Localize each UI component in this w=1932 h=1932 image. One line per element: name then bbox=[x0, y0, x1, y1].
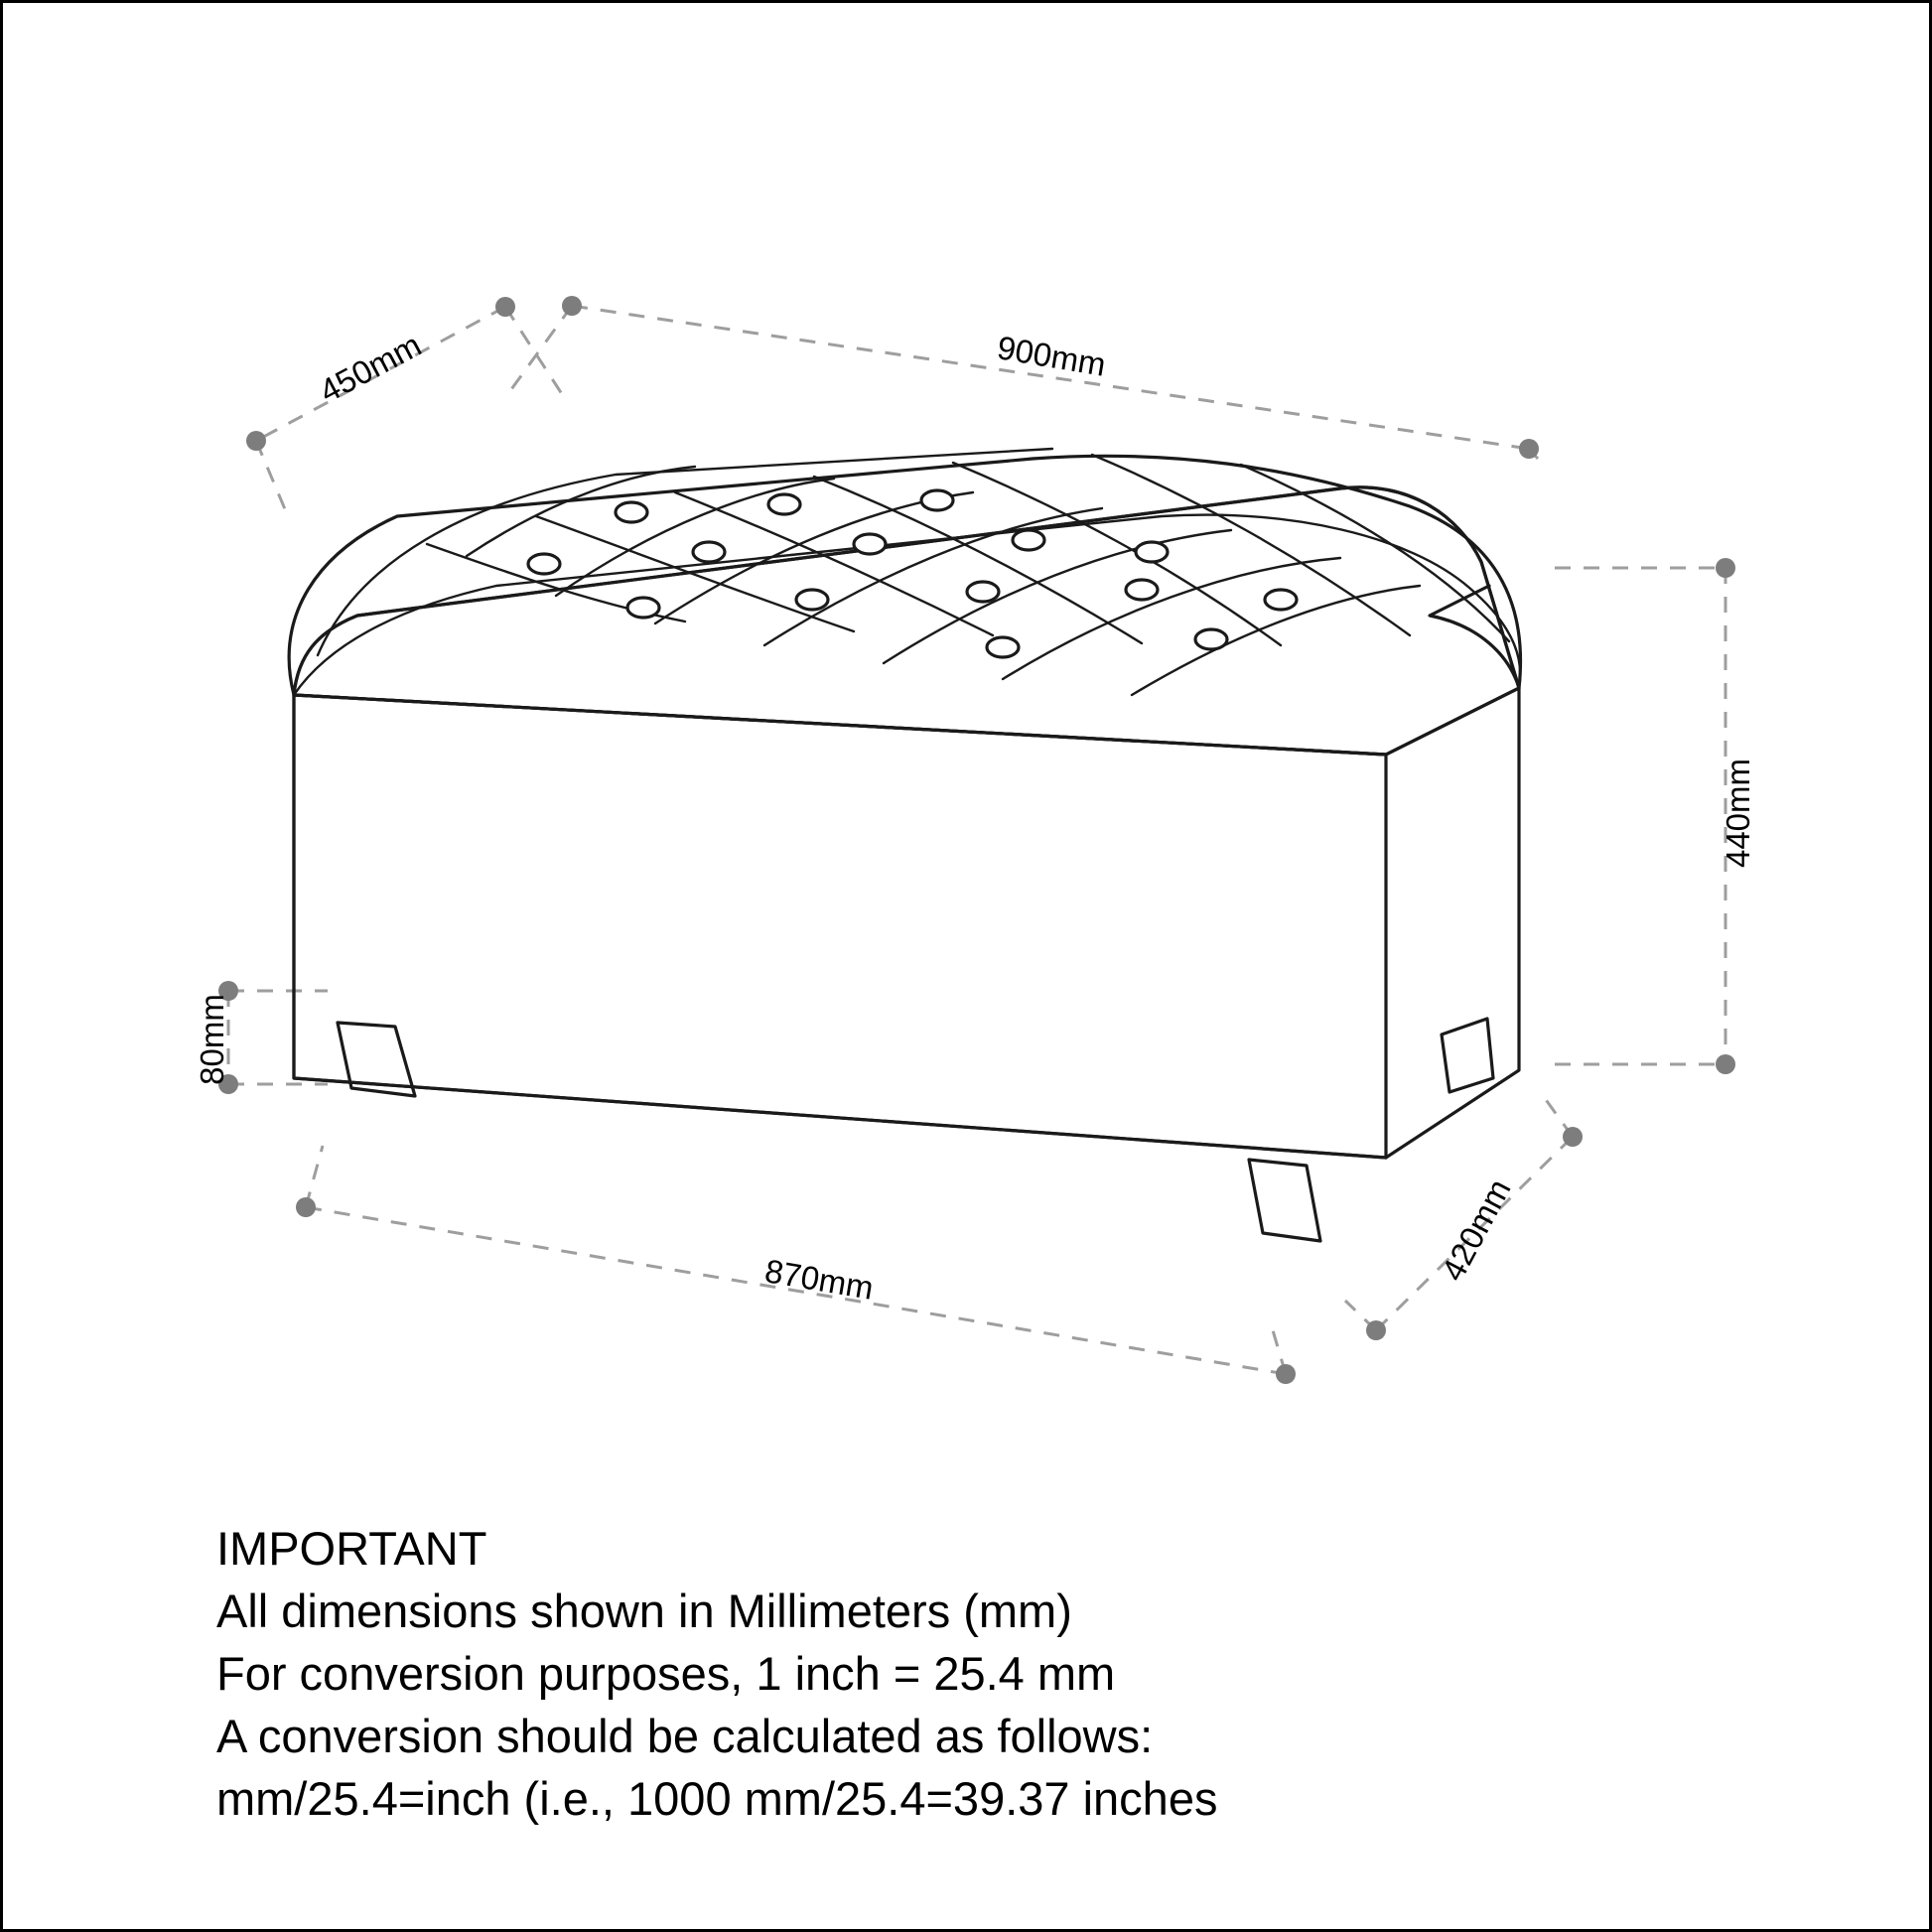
dimension-lines bbox=[218, 296, 1735, 1384]
important-notes-block bbox=[216, 1517, 1457, 1830]
notes-line-4: mm/25.4=inch (i.e., 1000 mm/25.4=39.37 inches bbox=[216, 1772, 1218, 1825]
ottoman-outline bbox=[289, 449, 1520, 1158]
notes-line-2: For conversion purposes, 1 inch = 25.4 mm bbox=[216, 1647, 1116, 1700]
dimension-label-height-overall: 440mm bbox=[1720, 758, 1757, 869]
notes-line-1: All dimensions shown in Millimeters (mm) bbox=[216, 1585, 1072, 1637]
ottoman-legs bbox=[338, 1019, 1493, 1241]
dimension-label-depth-top: 450mm bbox=[313, 326, 428, 410]
notes-heading: IMPORTANT bbox=[216, 1522, 487, 1575]
dimension-label-leg-height: 80mm bbox=[193, 994, 230, 1085]
notes-line-3: A conversion should be calculated as follows: bbox=[216, 1710, 1154, 1762]
dimension-label-width-base: 870mm bbox=[761, 1252, 877, 1307]
dimension-label-width-top: 900mm bbox=[994, 329, 1109, 383]
tufted-diamond-pattern bbox=[427, 455, 1509, 695]
dimension-label-depth-base: 420mm bbox=[1434, 1173, 1518, 1288]
